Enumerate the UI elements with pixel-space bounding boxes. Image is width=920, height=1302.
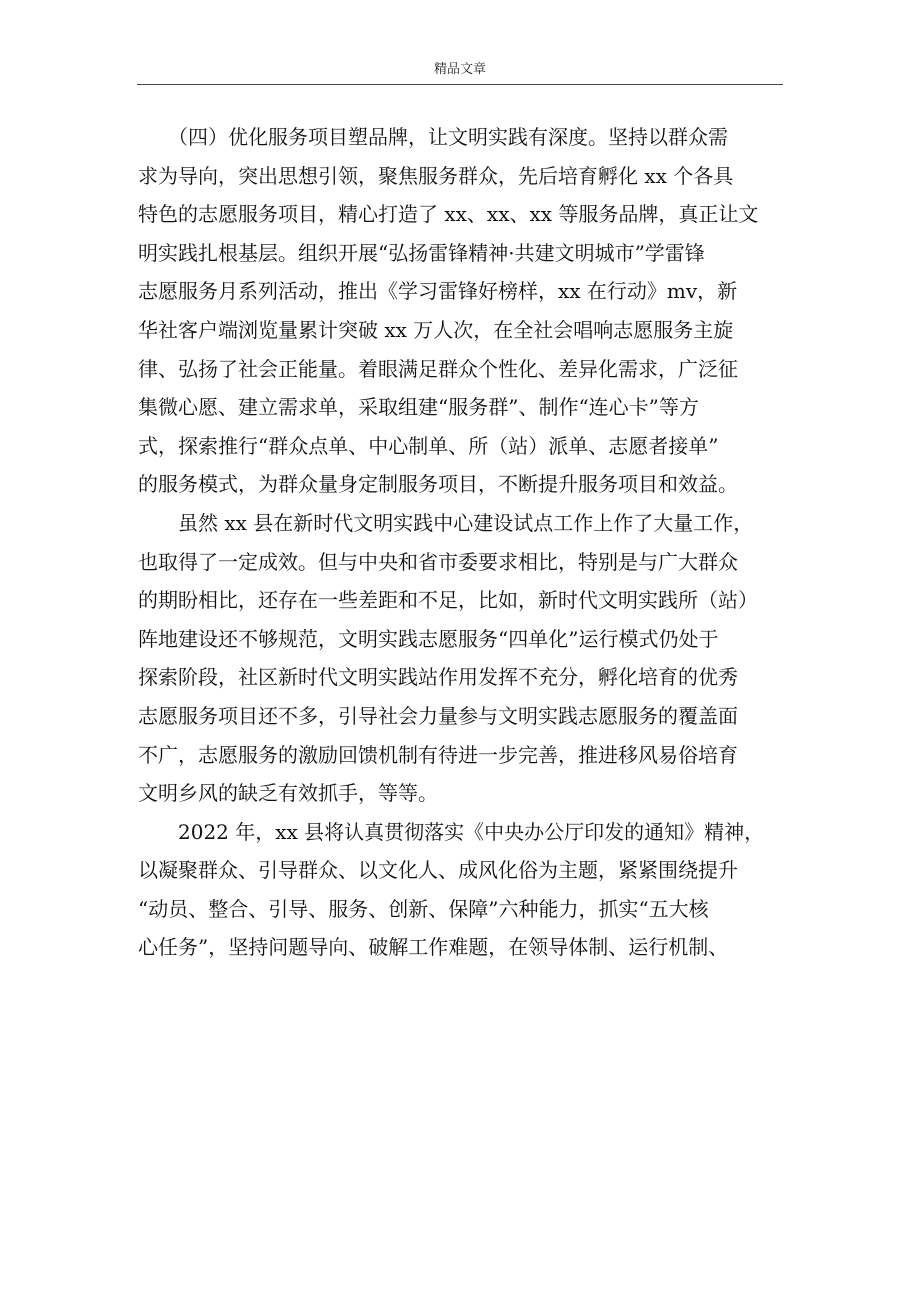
text-line: 虽然 xx 县在新时代文明实践中心建设试点工作上作了大量工作， <box>138 510 754 535</box>
text-line: 以凝聚群众、引导群众、以文化人、成风化俗为主题，紧紧围绕提升 <box>138 858 738 883</box>
text-line: 集微心愿、建立需求单，采取组建“服务群”、制作“连心卡”等方 <box>138 395 699 420</box>
text-line: 2022 年，xx 县将认真贯彻落实《中央办公厅印发的通知》精神， <box>138 819 765 844</box>
text-line: 明实践扎根基层。组织开展“弘扬雷锋精神·共建文明城市”学雷锋 <box>138 240 705 265</box>
text-line: 特色的志愿服务项目，精心打造了 xx、xx、xx 等服务品牌，真正让文 <box>138 202 759 227</box>
text-line: 求为导向，突出思想引领，聚焦服务群众，先后培育孵化 xx 个各具 <box>138 163 734 188</box>
text-line: 也取得了一定成效。但与中央和省市委要求相比，特别是与广大群众 <box>138 549 738 574</box>
header-divider <box>137 84 783 85</box>
document-body <box>138 118 782 967</box>
text-line: 式，探索推行“群众点单、中心制单、所（站）派单、志愿者接单” <box>138 433 719 458</box>
paragraph <box>138 813 782 967</box>
paragraph <box>138 118 782 504</box>
text-line: 文明乡风的缺乏有效抓手，等等。 <box>138 781 438 806</box>
text-line: 心任务”，坚持问题导向、破解工作难题，在领导体制、运行机制、 <box>138 935 729 960</box>
text-line: 志愿服务项目还不多，引导社会力量参与文明实践志愿服务的覆盖面 <box>138 703 738 728</box>
text-line: 的服务模式，为群众量身定制服务项目，不断提升服务项目和效益。 <box>138 472 738 497</box>
header-title: 精品文章 <box>433 62 486 77</box>
text-line: 华社客户端浏览量累计突破 xx 万人次，在全社会唱响志愿服务主旋 <box>138 317 734 342</box>
text-line: 志愿服务月系列活动，推出《学习雷锋好榜样，xx 在行动》mv，新 <box>138 279 738 304</box>
page-header <box>0 62 920 78</box>
text-line: “动员、整合、引导、服务、创新、保障”六种能力，抓实“五大核 <box>138 896 709 921</box>
text-line: 不广，志愿服务的激励回馈机制有待进一步完善，推进移风易俗培育 <box>138 742 738 767</box>
text-line: 阵地建设还不够规范，文明实践志愿服务“四单化”运行模式仍处于 <box>138 626 719 651</box>
text-line: 探索阶段，社区新时代文明实践站作用发挥不充分，孵化培育的优秀 <box>138 665 738 690</box>
text-line: 律、弘扬了社会正能量。着眼满足群众个性化、差异化需求，广泛征 <box>138 356 738 381</box>
text-line: （四）优化服务项目塑品牌，让文明实践有深度。坚持以群众需 <box>138 125 728 149</box>
text-line: 的期盼相比，还存在一些差距和不足，比如，新时代文明实践所（站） <box>138 588 758 613</box>
paragraph <box>138 504 782 813</box>
